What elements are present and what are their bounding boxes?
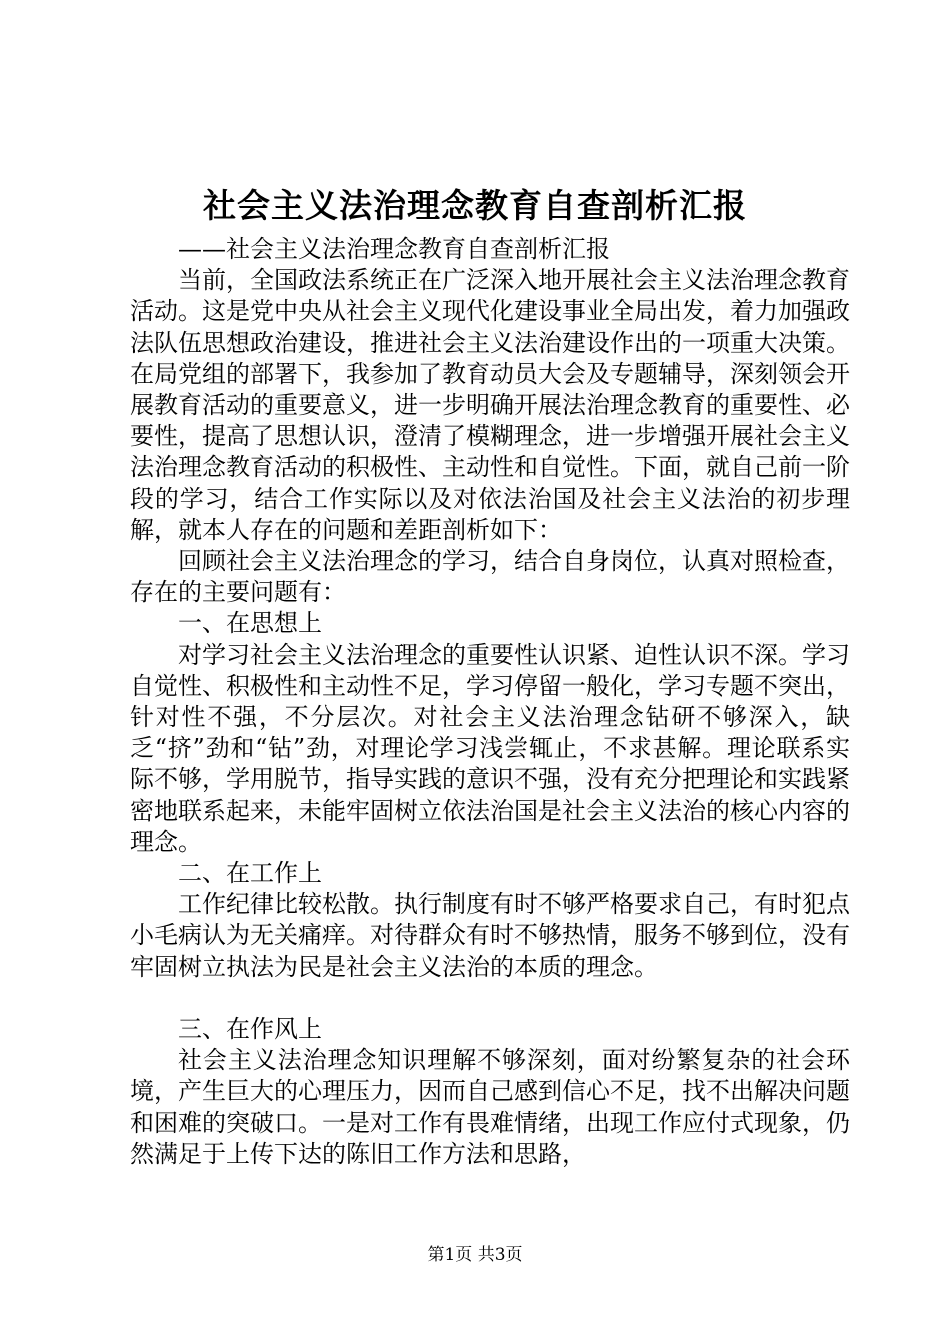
body-paragraph: 工作纪律比较松散。执行制度有时不够严格要求自己，有时犯点小毛病认为无关痛痒。对待群众有时不够热情，服务不够到位，没有牢固树立执法为民是社会主义法治的本质的理念。	[130, 890, 850, 981]
body-paragraph: 社会主义法治理念知识理解不够深刻，面对纷繁复杂的社会环境，产生巨大的心理压力，因而自己感到信心不足，找不出解决问题和困难的突破口。一是对工作有畏难情绪，出现工作应付式现象，仍然满足于上传下达的陈旧工作方法和思路，	[130, 1046, 850, 1168]
body-paragraph: 回顾社会主义法治理念的学习，结合自身岗位，认真对照检查，存在的主要问题有：	[130, 547, 850, 607]
section-heading: 三、在作风上	[178, 1015, 322, 1044]
body-paragraph: 对学习社会主义法治理念的重要性认识紧、迫性认识不深。学习自觉性、积极性和主动性不足，学习停留一般化，学习专题不突出，针对性不强，不分层次。对社会主义法治理念钻研不够深入，缺乏“挤”劲和“钻”劲，对理论学习浅尝辄止，不求甚解。理论联系实际不够，学用脱节，指导实践的意识不强，没有充分把理论和实践紧密地联系起来，未能牢固树立依法治国是社会主义法治的核心内容的理念。	[130, 640, 850, 856]
subtitle-paragraph: ——社会主义法治理念教育自查剖析汇报	[178, 235, 610, 263]
document-title: 社会主义法治理念教育自查剖析汇报	[203, 186, 747, 225]
body-paragraph: 当前，全国政法系统正在广泛深入地开展社会主义法治理念教育活动。这是党中央从社会主义现代化建设事业全局出发，着力加强政法队伍思想政治建设，推进社会主义法治建设作出的一项重大决策。在局党组的部署下，我参加了教育动员大会及专题辅导，深刻领会开展教育活动的重要意义，进一步明确开展法治理念教育的重要性、必要性，提高了思想认识，澄清了模糊理念，进一步增强开展社会主义法治理念教育活动的积极性、主动性和自觉性。下面，就自己前一阶段的学习，结合工作实际以及对依法治国及社会主义法治的初步理解，就本人存在的问题和差距剖析如下：	[130, 266, 850, 544]
page-number-footer: 第1页 共3页	[427, 1245, 523, 1265]
section-heading: 二、在工作上	[178, 859, 322, 888]
blank-line	[130, 983, 850, 1014]
section-heading: 一、在思想上	[178, 609, 322, 638]
document-body	[130, 234, 850, 1170]
